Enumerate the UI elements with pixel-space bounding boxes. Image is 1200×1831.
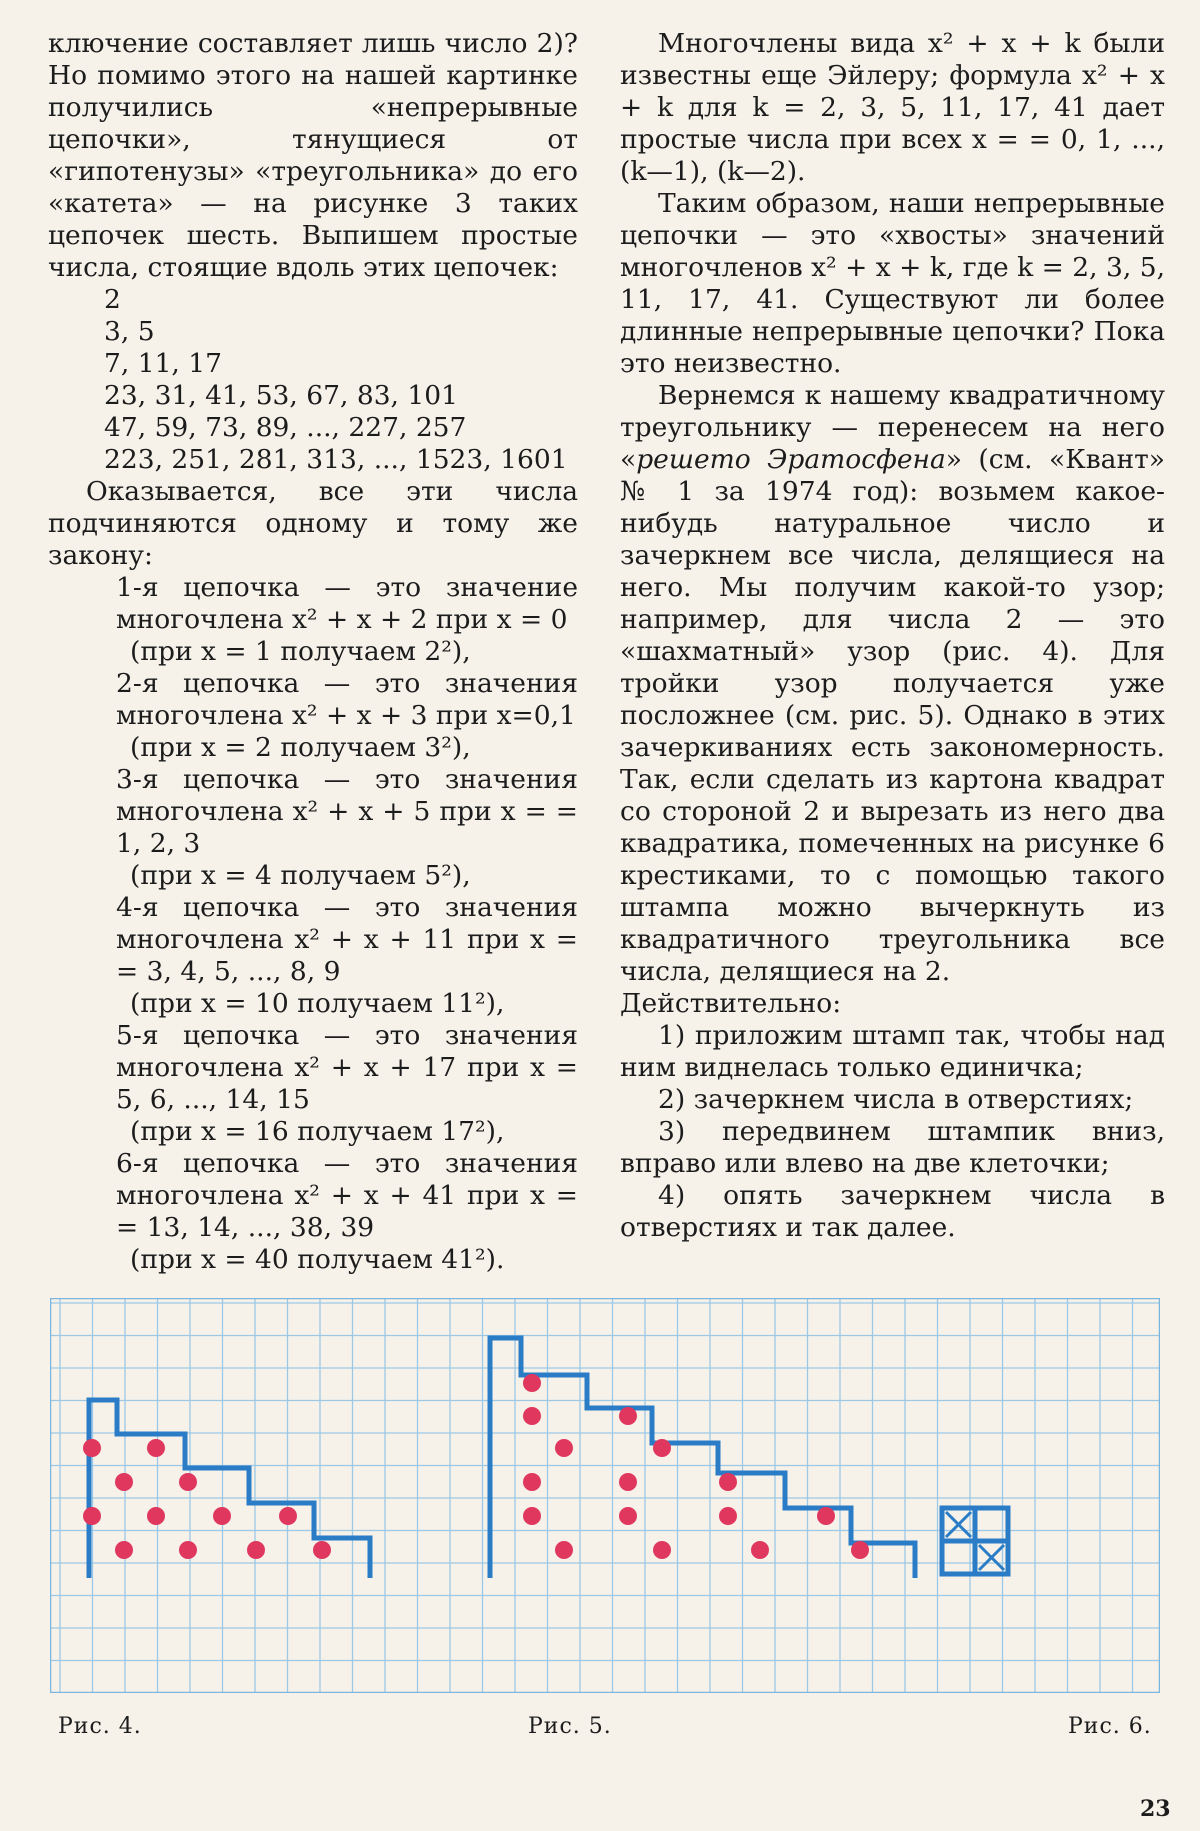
stamp-cross-icon [979,1545,1004,1570]
chain-numbers: 47, 59, 73, 89, ..., 227, 257 [104,412,467,443]
crossed-cell-dot [619,1507,637,1525]
steps-lead: Действительно: [620,988,842,1019]
crossed-cell-dot [247,1541,265,1559]
chain-description: 4-я цепочка — это значения многочлена x² + x + 11 при x = = 3, 4, 5, ..., 8, 9 [116,892,578,987]
chain-note: (при x = 1 получаем 2²), [130,636,471,667]
sieve-text-start: Вернемся к нашему квадратичному треугольнику — перенесем на него « [620,380,1165,475]
crossed-cell-dot [719,1473,737,1491]
step-item: 2) зачеркнем числа в отверстиях; [658,1084,1134,1115]
summary-paragraph: Оказывается, все эти числа подчиняются одному и тому же закону: [48,476,578,571]
crossed-cell-dot [115,1473,133,1491]
intro-paragraph: ключение составляет лишь число 2)? Но помимо этого на нашей картинке получились «непрерывные цепочки», тянущиеся от «гипотенузы» «треугольника» до его «катета» — на рисунке 3 таких цепочек шесть. Выпишем простые числа, стоящие вдоль этих цепочек: [48,28,578,283]
chain-note: (при x = 2 получаем 3²), [130,732,471,763]
left-column [48,28,578,1276]
crossed-cell-dot [751,1541,769,1559]
crossed-cell-dot [279,1507,297,1525]
sieve-paragraph [620,380,1165,988]
crossed-cell-dot [851,1541,869,1559]
right-column [620,28,1165,1244]
grid-lines [50,1298,1160,1693]
crossed-cell-dot [115,1541,133,1559]
crossed-cell-dot [523,1374,541,1392]
grid-border [51,1299,1160,1693]
figure-6-caption: Рис. 6. [1068,1714,1152,1739]
sieve-grid-figure [50,1298,1160,1693]
crossed-cell-dot [523,1407,541,1425]
chain-number-list [48,284,578,476]
fig5-triangle-outline [490,1338,915,1578]
crossed-cell-dot [653,1541,671,1559]
crossed-cell-dot [213,1507,231,1525]
crossed-cell-dot [555,1439,573,1457]
crossed-cell-dot [817,1507,835,1525]
crossed-cell-dot [179,1473,197,1491]
chain-note: (при x = 16 получаем 17²), [130,1116,505,1147]
stamp-cross-icon [946,1512,971,1537]
step-item: 1) приложим штамп так, чтобы над ним виднелась только единичка; [620,1020,1165,1083]
euler-paragraph: Многочлены вида x² + x + k были известны еще Эйлеру; формула x² + x + k для k = 2, 3, 5, 11, 17, 41 дает простые числа при всех x = = 0, 1, ..., (k—1), (k—2). [620,28,1165,187]
crossed-cell-dot [179,1541,197,1559]
figure-5-caption: Рис. 5. [528,1714,612,1739]
crossed-cell-dot [555,1541,573,1559]
crossed-cell-dot [653,1439,671,1457]
step-item: 4) опять зачеркнем числа в отверстиях и так далее. [620,1180,1165,1243]
chain-numbers: 7, 11, 17 [104,348,222,379]
step-item: 3) передвинем штампик вниз, вправо или влево на две клеточки; [620,1116,1165,1179]
crossed-cell-dot [619,1407,637,1425]
chain-note: (при x = 4 получаем 5²), [130,860,471,891]
crossed-cell-dot [83,1507,101,1525]
chain-note: (при x = 40 получаем 41²). [130,1244,505,1275]
crossed-cell-dot [719,1507,737,1525]
crossed-cell-dot [523,1507,541,1525]
chain-description: 3-я цепочка — это значения многочлена x² + x + 5 при x = = 1, 2, 3 [116,764,578,859]
tails-paragraph: Таким образом, наши непрерывные цепочки — это «хвосты» значений многочленов x² + x + k, где k = 2, 3, 5, 11, 17, 41. Существуют ли более длинные непрерывные цепочки? Пока это неизвестно. [620,188,1165,379]
chain-description: 6-я цепочка — это значения многочлена x² + x + 41 при x = = 13, 14, ..., 38, 39 [116,1148,578,1243]
crossed-cell-dot [147,1439,165,1457]
crossed-cell-dot [523,1473,541,1491]
chain-numbers: 23, 31, 41, 53, 67, 83, 101 [104,380,458,411]
sieve-text-end: » (см. «Квант» № 1 за 1974 год): возьмем какое-нибудь натуральное число и зачеркнем все числа, делящиеся на него. Мы получим какой-то узор; например, для числа 2 — это «шахматный» узор (рис. 4). Для тройки узор получается уже посложнее (см. рис. 5). Однако в этих зачеркиваниях есть закономерность. Так, если сделать из картона квадрат со стороной 2 и вырезать из него два квадратика, помеченных на рисунке 6 крестиками, то с помощью такого штампа можно вычеркнуть из квадратичного треугольника все числа, делящиеся на 2. [620,444,1165,987]
crossed-cell-dot [619,1473,637,1491]
chain-description: 5-я цепочка — это значения многочлена x² + x + 17 при x = 5, 6, ..., 14, 15 [116,1020,578,1115]
crossed-cell-dot [83,1439,101,1457]
chain-numbers: 223, 251, 281, 313, ..., 1523, 1601 [104,444,568,475]
page-number: 23 [1140,1796,1171,1822]
chain-note: (при x = 10 получаем 11²), [130,988,505,1019]
fig4-dots [83,1439,331,1559]
chain-numbers: 3, 5 [104,316,155,347]
chain-description: 1-я цепочка — это значение многочлена x² + x + 2 при x = 0 [116,572,578,635]
chain-numbers: 2 [104,284,121,315]
chain-description: 2-я цепочка — это значения многочлена x² + x + 3 при x=0,1 [116,668,578,731]
fig5-dots [523,1374,869,1559]
fig6-stamp [942,1508,1008,1574]
crossed-cell-dot [147,1507,165,1525]
crossed-cell-dot [313,1541,331,1559]
sieve-term: решето Эратосфена [636,444,946,475]
figure-4-caption: Рис. 4. [58,1714,142,1739]
